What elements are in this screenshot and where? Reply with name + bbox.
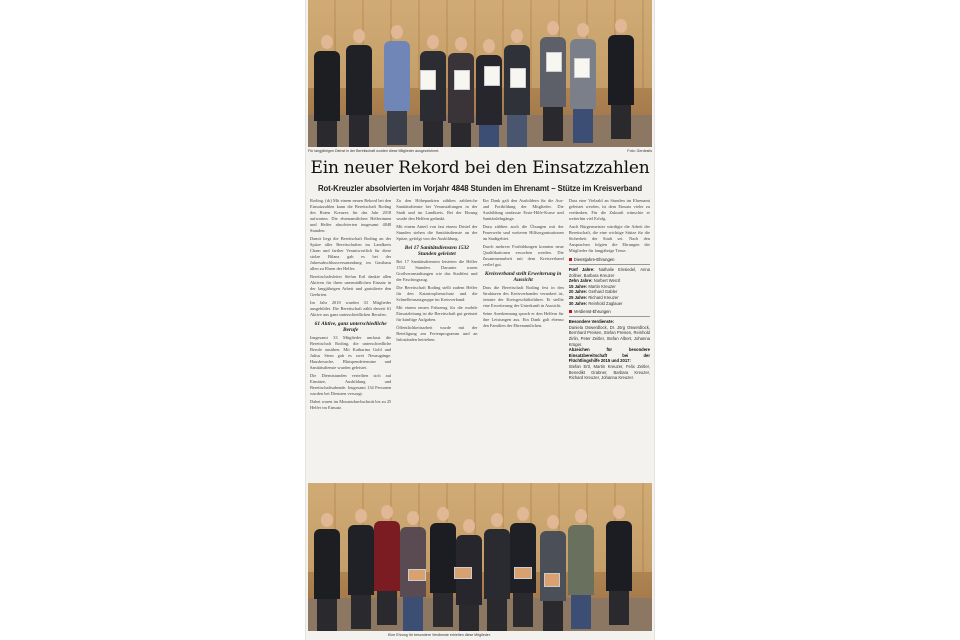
honor-label: Zehn Jahre:	[568, 278, 593, 284]
honor-names: Stefan Ertl, Martin Kreuzer, Felix Zeitler, Benedikt Grabner, Barbara Kreuzer, Richard Kreuzer, Johanna Kreuzer.	[568, 363, 650, 381]
newspaper-clipping	[306, 0, 654, 640]
paragraph: Dass die Bereitschaft Roding fest in den Strukturen des Kreisverbandes verankert ist, betonte der Kreisgeschäftsführer. Er stellte eine Erweiterung der Unterkunft in Aussicht.	[482, 285, 564, 309]
honor-row	[569, 347, 650, 364]
paragraph: Damit liegt die Bereitschaft Roding an der Spitze aller Bereitschaften im Landkreis Cham und farther Verantwortlich für diese stolze Bilanz gab es bei der Jahresabschlussversammlung im Gasthaus allen zu Ehren der Helfer.	[310, 236, 392, 271]
honor-names: Reinhold Zaglauer	[588, 300, 623, 306]
top-photo-credit: Foto: Gerdesits	[627, 149, 652, 153]
paragraph: Mit einem neuen Fahrzeug für die mobile Einsatzleitung ist die Bereitschaft gut gerüstet für künftige Aufgaben.	[396, 305, 478, 323]
paragraph: Ein Dank galt den Ausbildern für die Aus- und Fortbildung der Mitglieder. Die Ausbildung umfasste Erste-Hilfe-Kurse und Sanitätslehrgänge.	[482, 198, 564, 221]
honor-names: Martin Kreuzer	[588, 283, 616, 289]
paragraph: Seine Anerkennung sprach er den Helfern für ihre Leistungen aus. Ein Dank galt ebenso den Familien der Ehrenamtlichen.	[482, 311, 564, 329]
subhead: 61 Aktive, ganz unterschiedliche Berufe	[314, 321, 387, 334]
paragraph: Dass eine Vielzahl an Stunden im Ehrenamt geleistet werden, ist dem Einsatz vieler zu verdanken. Für die Zukunft wünschte er weiterhin viel Erfolg.	[568, 198, 650, 221]
honor-names: Nathalie Einsiedel, Anna Zollner, Barbara Kreuzer	[568, 267, 650, 278]
paragraph: Insgesamt 33 Mitglieder umfasst die Bereitschaft Roding, die unterschiedliche Berufe ausüben. Mit Katharina Gold und Julius Stern gab es zwei Neuzugänge. Hausbesuche, Blutspendetermine und Sanitätsdienste wurden geleistet.	[310, 335, 392, 371]
divider	[569, 316, 650, 317]
section-label: Verdienst-Ehrungen	[569, 309, 650, 314]
honor-row	[569, 301, 650, 307]
subheadline: Rot-Kreuzler absolvierten im Vorjahr 4848 Stunden im Ehrenamt – Stütze im Kreisverband	[317, 184, 642, 193]
paragraph: Bei 17 Sanitätsdiensten leisteten die Helfer 1532 Stunden. Darunter waren Großveranstaltungen wie das Stadtfest und der Faschingszug.	[396, 259, 478, 283]
paragraph: Auch Bürgermeister würdigte die Arbeit der Bereitschaft, die eine wichtige Stütze für die Sicherheit der Stadt sei. Nach den Ansprachen folgten die Ehrungen der Mitglieder für langjährige Treue.	[568, 224, 650, 253]
column-2	[396, 198, 477, 480]
honor-names: Norbert Wenzl	[593, 278, 621, 284]
top-photo-caption-row	[308, 149, 652, 153]
honor-label: 15 Jahre:	[568, 283, 588, 289]
honor-row	[569, 267, 650, 278]
paragraph: Die Dienststunden verteilten sich auf Einsätze, Ausbildung und Bereitschaftsabende. Insgesamt 134 Personen wurden bei Diensten versorgt.	[310, 373, 392, 397]
subhead: Kreisverband stellt Erweiterung in Aussicht	[484, 271, 562, 284]
paragraph: Bereitschaftsleiter Stefan Ertl dankte allen Aktiven für ihren unermüdlichen Einsatz in der langjährigen Arbeit und gratulierte den Geehrten.	[310, 274, 392, 297]
paragraph: Öffentlichkeitsarbeit wurde mit der Beteiligung am Ferienprogramm und an Infoständen betrieben.	[396, 325, 478, 343]
group-photo-top	[308, 0, 652, 147]
honor-names: Richard Kreuzer	[588, 294, 619, 300]
paragraph: Roding. (rk) Mit einem neuen Rekord bei den Einsatzzahlen kann die Bereitschaft Roding des Roten Kreuzes für das Jahr 2018 aufwarten. Die ehrenamtlichen Helferinnen und Helfer absolvierten insgesamt 4848 Stunden.	[310, 198, 392, 233]
section-label: Dienstjahre-Ehrungen	[569, 257, 650, 262]
paragraph: Die Bereitschaft Roding stellt zudem Helfer für den Katastrophenschutz und die Schnelleinsatzgruppe im Kreisverband.	[396, 285, 478, 303]
paragraph: Durch mehrere Fortbildungen konnten neue Qualifikationen erworben werden. Die Zusammenarbeit mit dem Kreisverband verlief gut.	[482, 244, 564, 267]
divider	[569, 264, 650, 265]
paragraph: Dabei waren im Monatsdurchschnitt bis zu 25 Helfer im Einsatz.	[310, 399, 392, 411]
column-1	[310, 198, 391, 480]
bottom-photo-caption-row	[308, 633, 652, 637]
top-photo-caption: Für langjährigen Dienst in der Bereitschaft wurden diese Mitglieder ausgezeichnet.	[308, 149, 440, 153]
article-columns	[310, 198, 650, 480]
group-photo-bottom	[308, 483, 652, 631]
honor-label: 20 Jahre:	[568, 289, 588, 295]
honor-names: Daniela Oswerdlock, Dr. Jörg Oswerdlock, Bernhard Preisen, Stefan Preisen, Reinhold Zirlin, Peter Zeitler, Stefan Albert, Johanna Krüger.	[568, 324, 650, 347]
column-4	[569, 198, 650, 480]
paragraph: Im Jahr 2018 wurden 33 Mitglieder ausgebildet. Die Bereitschaft zählt derzeit 61 Aktive aus ganz unterschiedlichen Berufen.	[310, 300, 392, 317]
honor-label: Abzeichen für besondere Einsatzbereitschaft bei der Flüchtlingshilfe 2015 und 2017:	[568, 347, 650, 364]
headline: Ein neuer Rekord bei den Einsatzzahlen	[310, 158, 650, 178]
honor-label: 25 Jahre:	[568, 294, 588, 300]
honor-names: Gerhard Gabler	[588, 289, 618, 295]
honor-label: Besondere Verdienste:	[568, 319, 615, 325]
column-3	[483, 198, 564, 480]
bottom-photo-caption: Eine Ehrung für besondere Verdienste erhielten diese Mitglieder.	[388, 633, 491, 637]
honor-label: 30 Jahre:	[568, 300, 588, 306]
paragraph: Mit einem Anteil von fast einem Drittel der Stunden stehen die Sanitätsdienste an der Spitze, gefolgt von der Ausbildung.	[396, 224, 478, 241]
subhead: Bei 17 Sanitätsdiensten 1532 Stunden geleistet	[404, 245, 469, 258]
paragraph: Zu den Höhepunkten zählten zahlreiche Sanitätsdienste bei Veranstaltungen in der Stadt und im Landkreis. Bei der Ehrung wurde den Helfern gedankt.	[396, 198, 478, 221]
honor-label: Fünf Jahre:	[568, 267, 595, 272]
paragraph: Dazu zählten auch die Übungen mit der Feuerwehr und weiteren Hilfsorganisationen im Stadtgebiet.	[482, 224, 564, 241]
